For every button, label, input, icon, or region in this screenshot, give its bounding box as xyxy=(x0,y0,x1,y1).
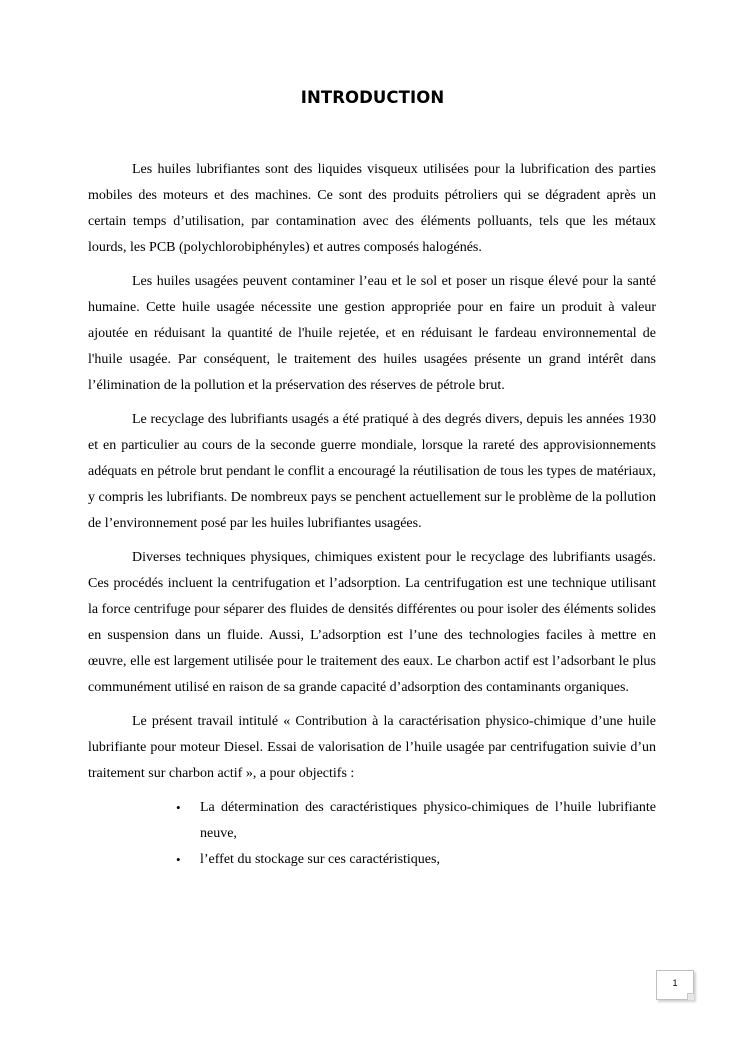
bullet-icon: • xyxy=(176,800,181,815)
list-item-text: La détermination des caractéristiques physico-chimiques de l’huile lubrifiante neuve, xyxy=(200,800,656,841)
paragraph-1: Les huiles lubrifiantes sont des liquides visqueux utilisées pour la lubrification des parties mobiles des moteurs et des machines. Ce sont des produits pétroliers qui se dégradent après un certain temps d’utilisation, par contamination avec des éléments polluants, tels que les métaux lourds, les PCB (polychlorobiphényles) et autres composés halogénés. xyxy=(88,162,656,255)
paragraph-4: Diverses techniques physiques, chimiques existent pour le recyclage des lubrifiants usagés. Ces procédés incluent la centrifugation et l’adsorption. La centrifugation est une technique utilisant la force centrifuge pour séparer des fluides de densités différentes ou pour isoler des éléments solides en suspension dans un fluide. Aussi, L’adsorption est l’une des technologies faciles à mettre en œuvre, elle est largement utilisée pour le traitement des eaux. Le charbon actif est l’adsorbant le plus communément utilisé en raison de sa grande capacité d’adsorption des contaminants organiques. xyxy=(88,550,656,695)
list-item-text: l’effet du stockage sur ces caractéristiques, xyxy=(200,852,440,867)
page-number: 1 xyxy=(672,978,678,988)
bullet-icon: • xyxy=(176,852,181,867)
page-number-box xyxy=(656,970,694,1000)
body-text xyxy=(88,157,656,873)
paragraph-3: Le recyclage des lubrifiants usagés a été pratiqué à des degrés divers, depuis les années 1930 et en particulier au cours de la seconde guerre mondiale, lorsque la rareté des approvisionnements adéquats en pétrole brut pendant le conflit a encouragé la réutilisation de tous les types de matériaux, y compris les lubrifiants. De nombreux pays se penchent actuellement sur le problème de la pollution de l’environnement posé par les huiles lubrifiantes usagées. xyxy=(88,412,656,531)
list-item xyxy=(88,847,656,873)
page-title: INTRODUCTION xyxy=(300,88,445,107)
paragraph-2: Les huiles usagées peuvent contaminer l’eau et le sol et poser un risque élevé pour la santé humaine. Cette huile usagée nécessite une gestion appropriée pour en faire un produit à valeur ajoutée en réduisant la quantité de l'huile rejetée, et en réduisant le fardeau environnemental de l'huile usagée. Par conséquent, le traitement des huiles usagées présente un grand intérêt dans l’élimination de la pollution et la préservation des réserves de pétrole brut. xyxy=(88,274,656,393)
objectives-list xyxy=(88,795,656,873)
paragraph-5: Le présent travail intitulé « Contribution à la caractérisation physico-chimique d’une huile lubrifiante pour moteur Diesel. Essai de valorisation de l’huile usagée par centrifugation suivie d’un traitement sur charbon actif », a pour objectifs : xyxy=(88,714,656,781)
list-item xyxy=(88,795,656,847)
